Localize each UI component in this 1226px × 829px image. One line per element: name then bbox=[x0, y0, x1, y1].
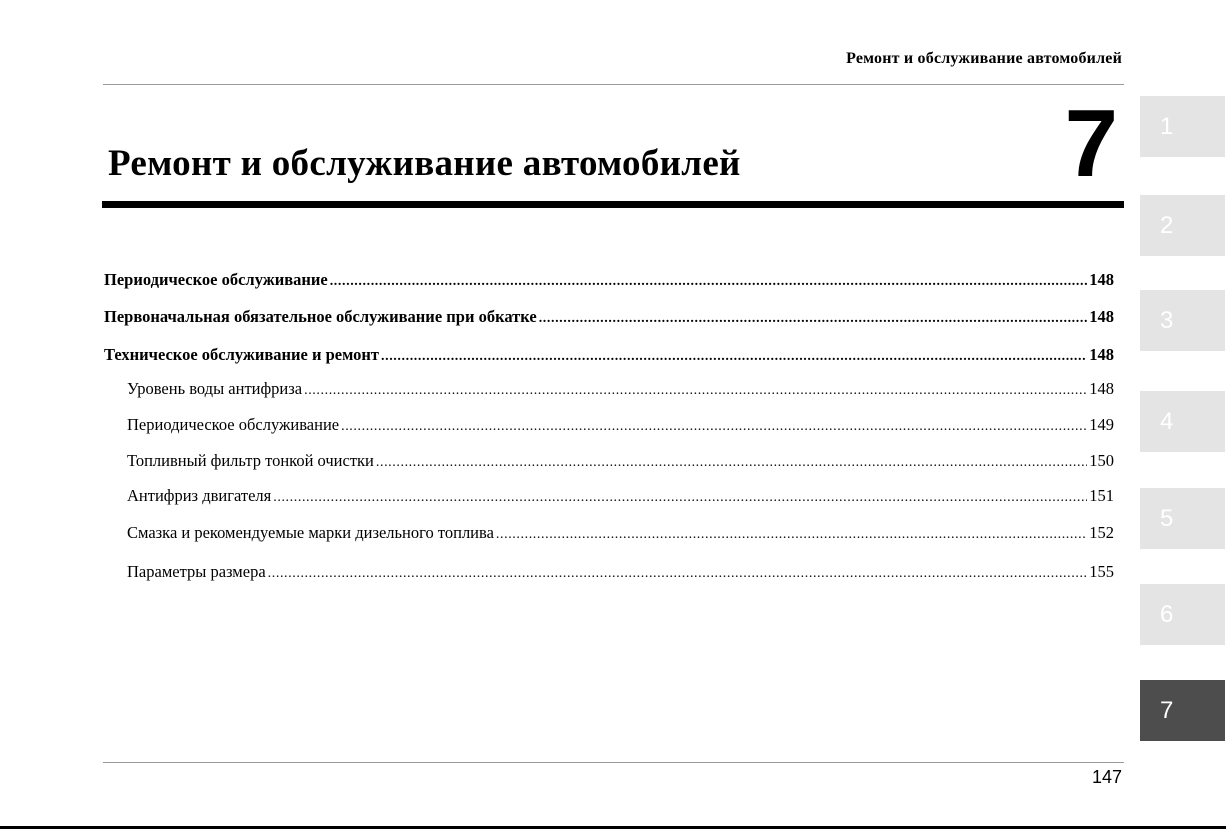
toc-leader-dots bbox=[496, 527, 1087, 543]
running-header: Ремонт и обслуживание автомобилей bbox=[846, 50, 1122, 67]
toc-entry-title: Топливный фильтр тонкой очистки bbox=[127, 451, 374, 470]
chapter-tab-7[interactable]: 7 bbox=[1140, 680, 1225, 741]
toc-entry-title: Антифриз двигателя bbox=[127, 486, 272, 505]
toc-entry-title: Первоначальная обязательное обслуживание при обкатке bbox=[104, 307, 537, 326]
chapter-tab-5[interactable]: 5 bbox=[1140, 488, 1225, 549]
toc-entry-page: 151 bbox=[1089, 486, 1114, 505]
toc-leader-dots bbox=[330, 274, 1088, 290]
chapter-tab-1[interactable]: 1 bbox=[1140, 96, 1225, 157]
toc-entry-title: Периодическое обслуживание bbox=[127, 415, 340, 434]
toc-entry-page: 149 bbox=[1089, 415, 1114, 434]
toc-entry-title: Периодическое обслуживание bbox=[104, 270, 328, 289]
toc-entry-page: 148 bbox=[1089, 307, 1114, 326]
toc-entry-page: 148 bbox=[1089, 379, 1114, 398]
chapter-tab-6[interactable]: 6 bbox=[1140, 584, 1225, 645]
toc-entry[interactable] bbox=[104, 345, 1114, 365]
toc-entry-page: 148 bbox=[1089, 270, 1114, 289]
toc-entry-title: Уровень воды антифриза bbox=[127, 379, 303, 398]
toc-entry[interactable] bbox=[127, 562, 1114, 582]
toc-entry[interactable] bbox=[127, 379, 1114, 399]
toc-entry-page: 150 bbox=[1089, 451, 1114, 470]
toc-entry[interactable] bbox=[104, 307, 1114, 327]
toc-leader-dots bbox=[341, 419, 1087, 435]
toc-entry-title: Параметры размера bbox=[127, 562, 266, 581]
footer-divider bbox=[103, 762, 1124, 763]
toc-entry[interactable] bbox=[127, 415, 1114, 435]
toc-leader-dots bbox=[376, 455, 1087, 471]
toc-leader-dots bbox=[381, 349, 1087, 365]
toc-leader-dots bbox=[304, 383, 1087, 399]
header-divider bbox=[103, 84, 1124, 85]
toc-entry[interactable] bbox=[127, 523, 1114, 543]
toc-entry[interactable] bbox=[127, 486, 1114, 506]
toc-leader-dots bbox=[539, 311, 1088, 327]
toc-entry-page: 155 bbox=[1089, 562, 1114, 581]
toc-entry-page: 148 bbox=[1089, 345, 1114, 364]
toc-leader-dots bbox=[273, 490, 1087, 506]
title-divider bbox=[102, 201, 1124, 208]
toc-entry[interactable] bbox=[127, 451, 1114, 471]
toc-entry-title: Смазка и рекомендуемые марки дизельного топлива bbox=[127, 523, 494, 542]
toc-leader-dots bbox=[268, 566, 1088, 582]
chapter-tab-3[interactable]: 3 bbox=[1140, 290, 1225, 351]
chapter-title: Ремонт и обслуживание автомобилей bbox=[108, 143, 741, 184]
chapter-number: 7 bbox=[1064, 90, 1118, 197]
toc-entry-title: Техническое обслуживание и ремонт bbox=[104, 345, 379, 364]
chapter-tab-4[interactable]: 4 bbox=[1140, 391, 1225, 452]
toc-entry-page: 152 bbox=[1089, 523, 1114, 542]
chapter-tab-2[interactable]: 2 bbox=[1140, 195, 1225, 256]
page-number: 147 bbox=[1091, 767, 1122, 787]
toc-entry[interactable] bbox=[104, 270, 1114, 290]
